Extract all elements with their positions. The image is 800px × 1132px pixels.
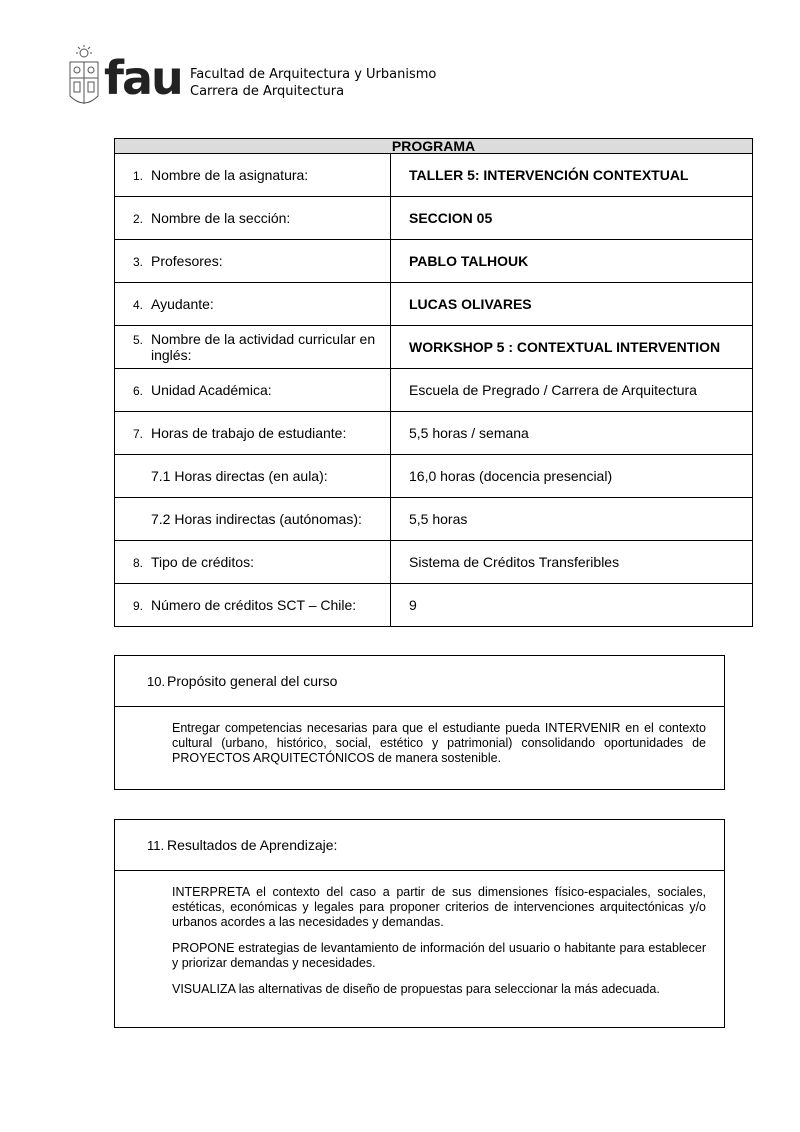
row-number: 4. xyxy=(133,298,144,312)
purpose-number: 10. xyxy=(147,674,166,689)
outcome-paragraph: VISUALIZA las alternativas de diseño de propuestas para seleccionar la más adecuada. xyxy=(172,982,660,996)
row-number: 9. xyxy=(133,599,144,613)
table-row xyxy=(115,412,753,455)
row-number: 3. xyxy=(133,255,144,269)
row-number: 8. xyxy=(133,556,144,570)
row-value: 5,5 horas xyxy=(391,498,753,541)
row-number: 6. xyxy=(133,384,144,398)
table-row xyxy=(115,283,753,326)
program-table xyxy=(114,138,753,627)
row-label: 7.2 Horas indirectas (autónomas): xyxy=(151,511,362,527)
outcome-paragraph: INTERPRETA el contexto del caso a partir de sus dimensiones físico-espaciales, sociales, estéticas, económicas y legales para proponer criterios de intervenciones arquitectónicas y/o urbanos acordes a las necesidades y demandas. xyxy=(172,885,706,929)
row-number: 5. xyxy=(133,333,144,347)
purpose-title: Propósito general del curso xyxy=(167,673,338,689)
table-row xyxy=(115,197,753,240)
row-label: Nombre de la asignatura: xyxy=(151,167,309,183)
table-row xyxy=(115,455,753,498)
university-crest-icon xyxy=(66,44,102,112)
row-label: Tipo de créditos: xyxy=(151,554,254,570)
outcomes-section xyxy=(114,819,725,1028)
table-row xyxy=(115,541,753,584)
fau-logo: fau xyxy=(104,51,182,105)
row-value: TALLER 5: INTERVENCIÓN CONTEXTUAL xyxy=(391,154,753,197)
row-number: 7. xyxy=(133,427,144,441)
row-number: 2. xyxy=(133,212,144,226)
program-title: PROGRAMA xyxy=(115,139,753,154)
row-value: WORKSHOP 5 : CONTEXTUAL INTERVENTION xyxy=(391,326,753,369)
career-name: Carrera de Arquitectura xyxy=(190,84,345,99)
row-value: 9 xyxy=(391,584,753,627)
row-label: Horas de trabajo de estudiante: xyxy=(151,425,347,441)
row-label: Número de créditos SCT – Chile: xyxy=(151,597,357,613)
row-value: PABLO TALHOUK xyxy=(391,240,753,283)
institution-name xyxy=(190,66,436,100)
purpose-section xyxy=(114,655,725,790)
row-label: Unidad Académica: xyxy=(151,382,272,398)
purpose-text: Entregar competencias necesarias para que el estudiante pueda INTERVENIR en el contexto cultural (urbano, histórico, social, estético y patrimonial) consolidando oportunidades de PROYECTOS ARQUITECTÓNICOS de manera sostenible. xyxy=(172,721,706,765)
purpose-heading xyxy=(115,656,724,707)
row-number: 1. xyxy=(133,169,144,183)
outcomes-title: Resultados de Aprendizaje: xyxy=(167,837,338,853)
row-label: Ayudante: xyxy=(151,296,214,312)
faculty-name: Facultad de Arquitectura y Urbanismo xyxy=(190,67,437,82)
row-value: 5,5 horas / semana xyxy=(391,412,753,455)
outcomes-heading xyxy=(115,820,724,871)
table-row xyxy=(115,369,753,412)
outcome-paragraph: PROPONE estrategias de levantamiento de información del usuario o habitante para establecer y priorizar demandas y necesidades. xyxy=(172,941,706,970)
row-label: Profesores: xyxy=(151,253,223,269)
row-value: Sistema de Créditos Transferibles xyxy=(391,541,753,584)
row-label: 7.1 Horas directas (en aula): xyxy=(151,468,328,484)
table-row xyxy=(115,240,753,283)
row-label: Nombre de la actividad curricular en inglés: xyxy=(151,331,376,363)
table-row xyxy=(115,498,753,541)
table-row xyxy=(115,584,753,627)
row-value: 16,0 horas (docencia presencial) xyxy=(391,455,753,498)
table-row xyxy=(115,326,753,369)
row-label: Nombre de la sección: xyxy=(151,210,291,226)
outcomes-number: 11. xyxy=(147,838,165,853)
row-value: Escuela de Pregrado / Carrera de Arquitectura xyxy=(391,369,753,412)
row-value: LUCAS OLIVARES xyxy=(391,283,753,326)
table-row xyxy=(115,154,753,197)
row-value: SECCION 05 xyxy=(391,197,753,240)
